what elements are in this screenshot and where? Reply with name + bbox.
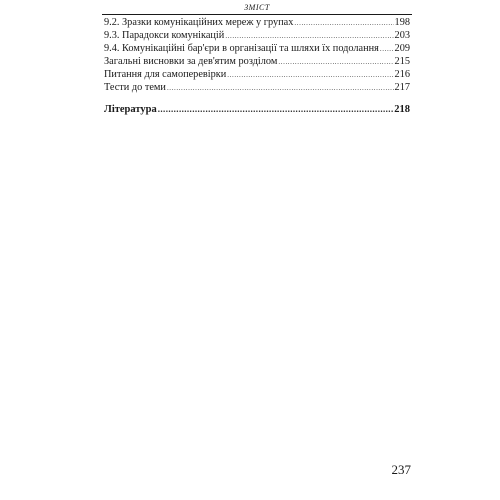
dot-leader xyxy=(158,103,394,116)
toc-entry-title: 9.3. Парадокси комунікацій xyxy=(104,30,225,41)
toc-entry-title: 9.2. Зразки комунікаційних мереж у групах xyxy=(104,17,294,28)
dot-leader xyxy=(380,43,394,56)
dot-leader xyxy=(167,82,394,95)
toc-entry-title: Тести до теми xyxy=(104,82,166,93)
toc-entry-page: 218 xyxy=(394,104,410,115)
dot-leader xyxy=(294,17,393,30)
toc-entry[interactable] xyxy=(104,81,410,94)
toc-entry-title: Загальні висновки за дев'ятим розділом xyxy=(104,56,278,67)
toc-entry-title: Питання для самоперевірки xyxy=(104,69,227,80)
toc-entry-bibliography[interactable] xyxy=(104,103,410,116)
toc-entry[interactable] xyxy=(104,55,410,68)
toc-entry-page: 215 xyxy=(394,56,410,67)
toc-entry-page: 217 xyxy=(394,82,410,93)
toc-entry[interactable] xyxy=(104,68,410,81)
dot-leader xyxy=(278,56,393,69)
toc-entry-page: 216 xyxy=(394,69,410,80)
dot-leader xyxy=(227,69,393,82)
toc-spacer xyxy=(104,94,410,103)
running-head: ЗМІСТ xyxy=(244,3,270,12)
toc-entry-page: 203 xyxy=(394,30,410,41)
toc-entry-page: 209 xyxy=(394,43,410,54)
toc-entry[interactable] xyxy=(104,42,410,55)
toc-entry-title: Література xyxy=(104,104,157,115)
table-of-contents xyxy=(104,16,410,116)
toc-entry-title: 9.4. Комунікаційні бар'єри в організації та шляхи їх подолання xyxy=(104,43,379,54)
header-rule xyxy=(102,14,412,15)
toc-entry[interactable] xyxy=(104,16,410,29)
toc-entry[interactable] xyxy=(104,29,410,42)
toc-entry-page: 198 xyxy=(394,17,410,28)
page-number: 237 xyxy=(391,462,411,477)
